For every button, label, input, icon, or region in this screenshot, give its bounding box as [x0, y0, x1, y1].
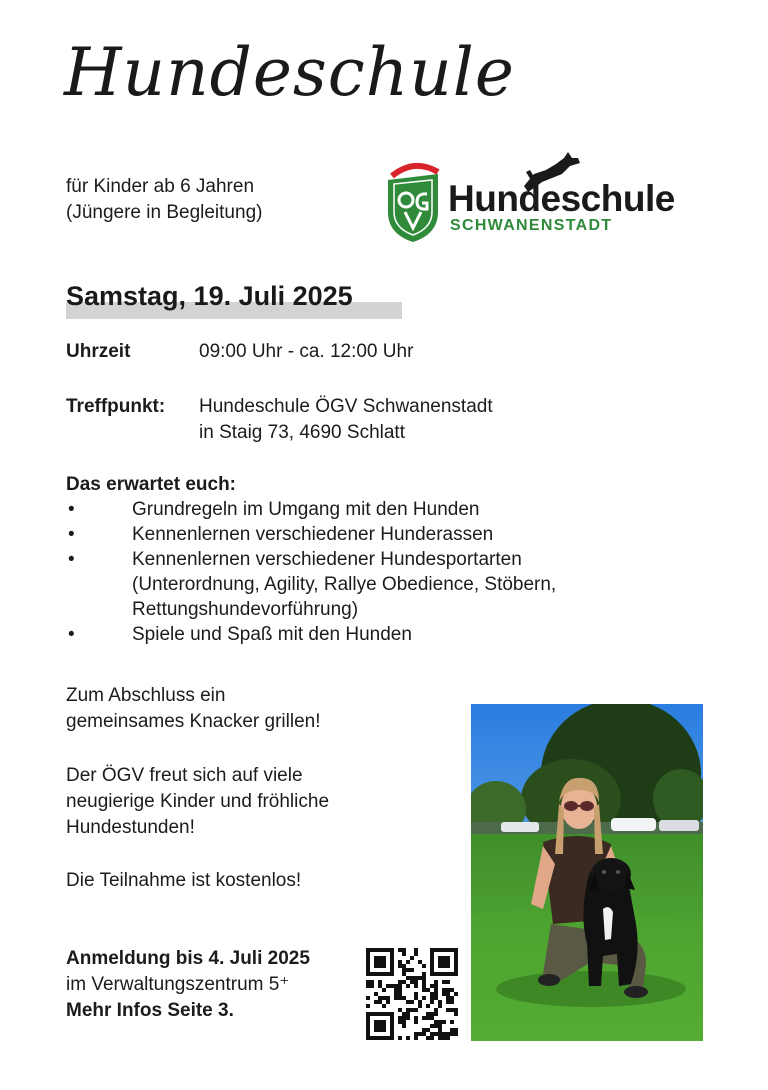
closing-line-1: Zum Abschluss ein	[66, 685, 226, 706]
event-date-text: Samstag, 19. Juli 2025	[66, 281, 353, 311]
closing-text	[66, 683, 446, 735]
welcome-text	[66, 763, 446, 841]
welcome-line-1: Der ÖGV freut sich auf viele	[66, 765, 303, 786]
uhrzeit-value: 09:00 Uhr - ca. 12:00 Uhr	[199, 341, 414, 362]
treffpunkt-line-1: Hundeschule ÖGV Schwanenstadt	[199, 396, 493, 417]
list-item-continuation: Rettungshundevorführung)	[132, 599, 359, 620]
list-item: • Spiele und Spaß mit den Hunden	[68, 624, 412, 645]
girl-with-dog-photo	[471, 704, 703, 1041]
logo-subtitle: SCHWANENSTADT	[450, 217, 613, 234]
program-list	[66, 497, 666, 647]
audience-line-2: (Jüngere in Begleitung)	[66, 202, 263, 223]
closing-line-2: gemeinsames Knacker grillen!	[66, 711, 321, 732]
treffpunkt-label: Treffpunkt:	[66, 396, 166, 417]
event-photo	[471, 704, 703, 1041]
registration-deadline: Anmeldung bis 4. Juli 2025	[66, 948, 310, 969]
bullet: •	[68, 499, 75, 520]
more-info-link: Mehr Infos Seite 3.	[66, 1000, 234, 1021]
treffpunkt-value	[199, 394, 493, 446]
registration-location: im Verwaltungszentrum 5⁺	[66, 974, 290, 995]
audience-line-1: für Kinder ab 6 Jahren	[66, 176, 255, 197]
bullet: •	[68, 624, 75, 645]
registration-text	[66, 946, 366, 1024]
logo-name: Hundeschule	[448, 178, 675, 219]
list-item: • Grundregeln im Umgang mit den Hunden	[68, 499, 480, 520]
list-item-continuation: (Unterordnung, Agility, Rallye Obedience, Stöbern,	[132, 574, 557, 595]
audience-text	[66, 174, 262, 226]
list-item: • Kennenlernen verschiedener Hunderassen	[68, 524, 494, 545]
event-date	[66, 280, 402, 320]
list-item: • Kennenlernen verschiedener Hundesportarten	[68, 549, 522, 570]
program-heading: Das erwartet euch:	[66, 474, 237, 495]
page-title: Hundeschule	[64, 34, 515, 111]
uhrzeit-label: Uhrzeit	[66, 341, 131, 362]
welcome-line-3: Hundestunden!	[66, 817, 195, 838]
free-participation-text: Die Teilnahme ist kostenlos!	[66, 870, 302, 891]
welcome-line-2: neugierige Kinder und fröhliche	[66, 791, 330, 812]
bullet: •	[68, 524, 75, 545]
bullet: •	[68, 549, 75, 570]
treffpunkt-line-2: in Staig 73, 4690 Schlatt	[199, 422, 405, 443]
qr-code-icon[interactable]	[366, 948, 458, 1040]
